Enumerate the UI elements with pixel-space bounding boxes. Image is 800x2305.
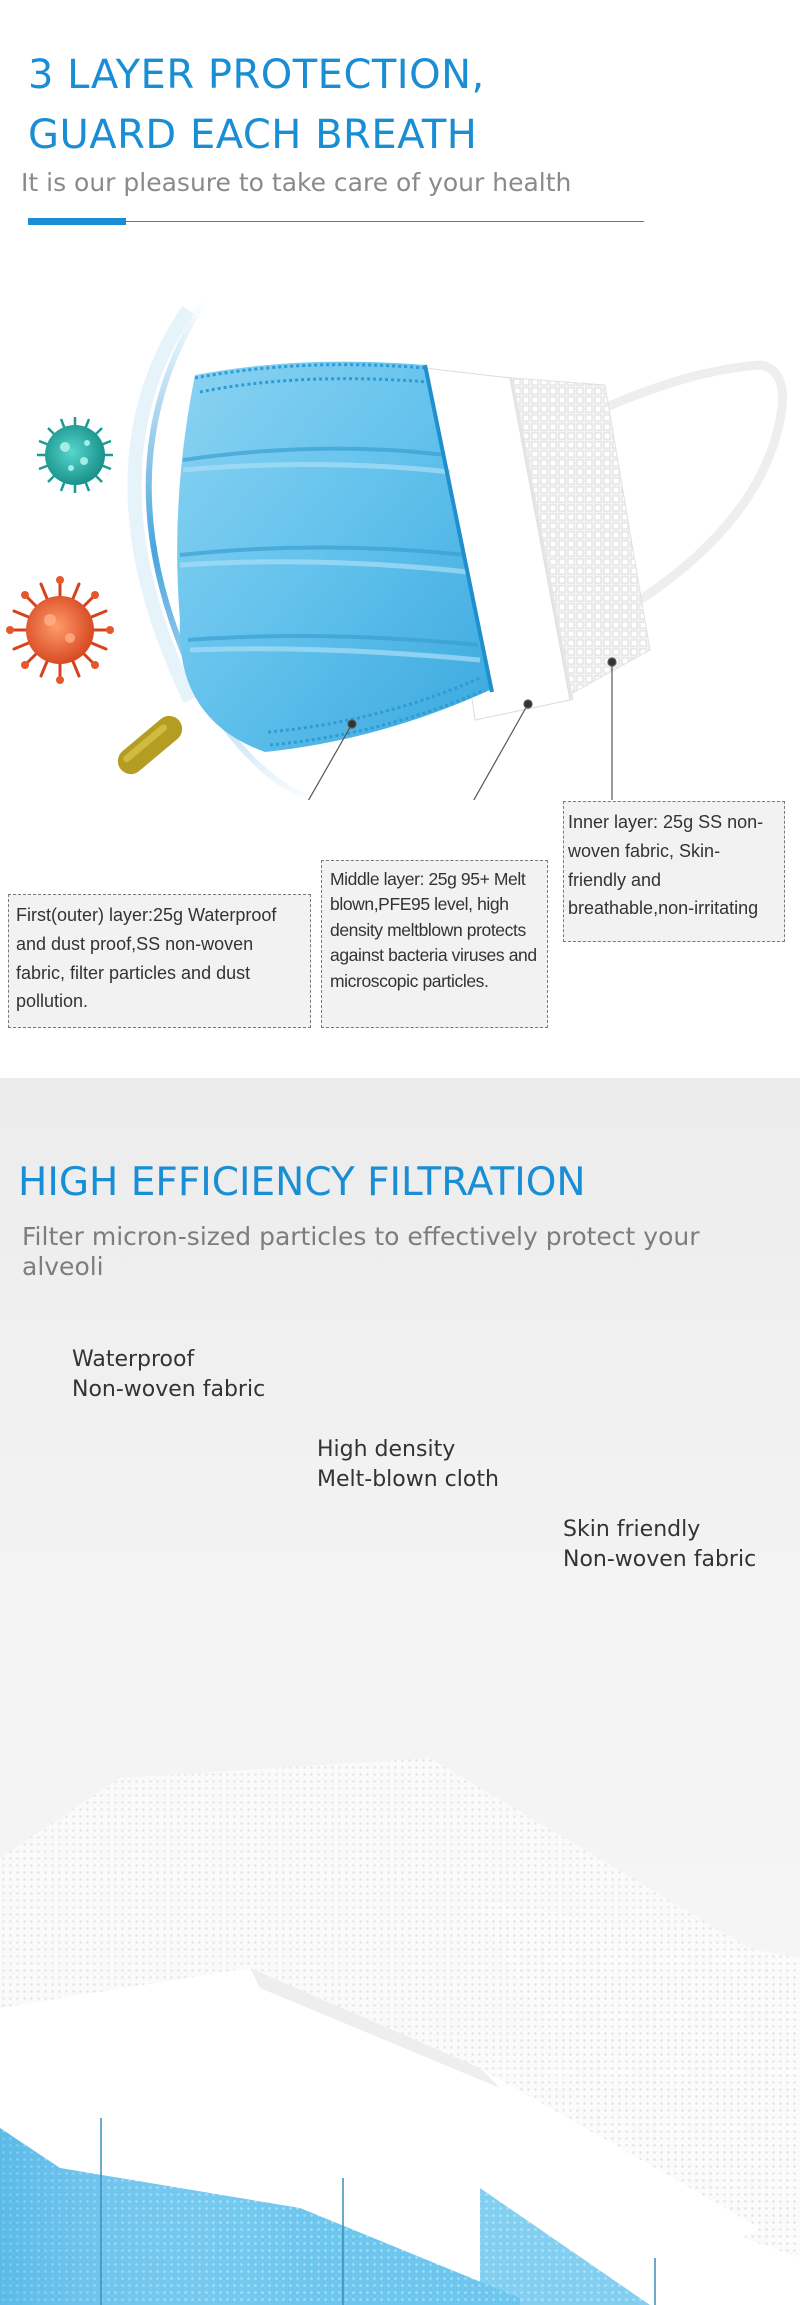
three-layer-section [0, 0, 800, 1078]
waterproof-label [72, 1345, 265, 1404]
filtration-section [0, 1078, 800, 2305]
teal-virus-icon [37, 417, 113, 493]
section-title-line2: GUARD EACH BREATH [28, 112, 478, 158]
skin-friendly-label [563, 1515, 756, 1574]
title-underline-accent [28, 218, 126, 225]
filtration-title: HIGH EFFICIENCY FILTRATION [18, 1160, 586, 1205]
meltblown-label-line1: High density [317, 1437, 456, 1462]
inner-layer-callout: Inner layer: 25g SS non-woven fabric, Skin-friendly and breathable,non-irritating [563, 801, 785, 942]
skin-friendly-label-line1: Skin friendly [563, 1517, 701, 1542]
orange-virus-icon [6, 576, 114, 684]
mask-layers-illustration [0, 280, 800, 800]
section-subtitle: It is our pleasure to take care of your health [21, 168, 572, 197]
skin-friendly-label-line2: Non-woven fabric [563, 1546, 757, 1572]
middle-layer-callout: Middle layer: 25g 95+ Melt blown,PFE95 level, high density meltblown protects against bacteria viruses and microscopic particles. [321, 860, 548, 1028]
meltblown-label [317, 1435, 499, 1494]
waterproof-label-line2: Non-woven fabric [72, 1376, 266, 1402]
outer-layer-callout: First(outer) layer:25g Waterproof and dust proof,SS non-woven fabric, filter particles and dust pollution. [8, 894, 311, 1028]
filtration-subtitle: Filter micron-sized particles to effectively protect your alveoli [22, 1222, 700, 1281]
meltblown-label-line2: Melt-blown cloth [317, 1466, 499, 1492]
section-title-line1: 3 LAYER PROTECTION, [28, 52, 485, 98]
waterproof-label-line1: Waterproof [72, 1347, 195, 1372]
bacteria-icon [113, 711, 188, 780]
